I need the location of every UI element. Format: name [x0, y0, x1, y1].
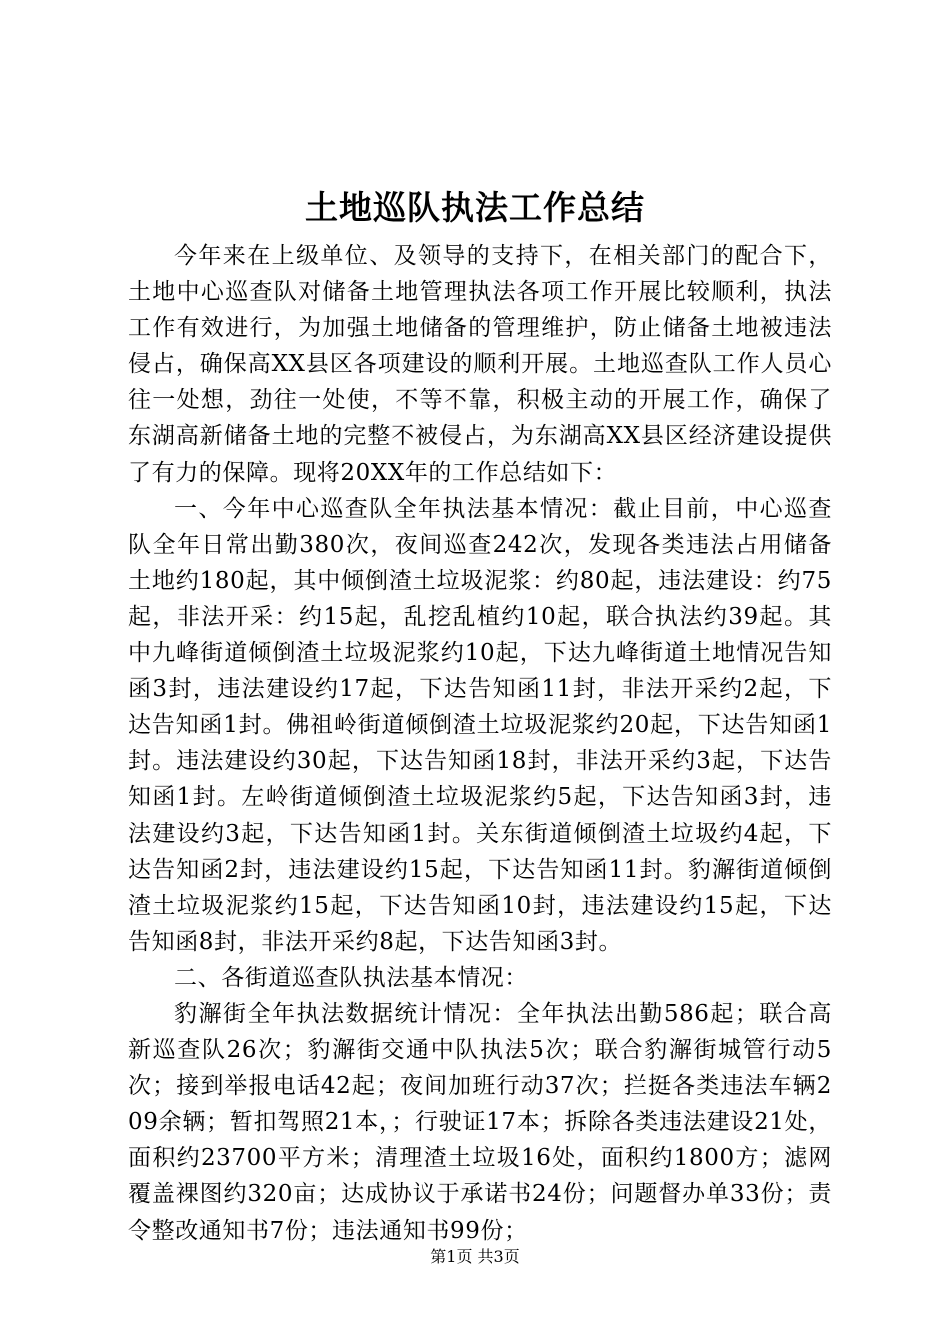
paragraph-section-1: 一、今年中心巡查队全年执法基本情况：截止目前，中心巡查队全年日常出勤380次，夜间巡查242次，发现各类违法占用储备土地约180起，其中倾倒渣土垃圾泥浆：约80起，违法建设：约75起，非法开采：约15起，乱挖乱植约10起，联合执法约39起。其中九峰街道倾倒渣土垃圾泥浆约10起，下达九峰街道土地情况告知函3封，违法建设约17起，下达告知函11封，非法开采约2起，下达告知函1封。佛祖岭街道倾倒渣土垃圾泥浆约20起，下达告知函1封。违法建设约30起，下达告知函18封，非法开采约3起，下达告知函1封。左岭街道倾倒渣土垃圾泥浆约5起，下达告知函3封，违法建设约3起，下达告知函1封。关东街道倾倒渣土垃圾约4起，下达告知函2封，违法建设约15起，下达告知函11封。豹澥街道倾倒渣土垃圾泥浆约15起，下达告知函10封，违法建设约15起，下达告知函8封，非法开采约8起，下达告知函3封。 — [128, 495, 832, 955]
document-body — [128, 238, 832, 1249]
document-title: 土地巡队执法工作总结 — [305, 188, 645, 227]
page-number-footer: 第1页 共3页 — [430, 1247, 520, 1266]
paragraph-baoxie-stats: 豹澥街全年执法数据统计情况：全年执法出勤586起；联合高新巡查队26次；豹澥街交通中队执法5次；联合豹澥街城管行动5次；接到举报电话42起；夜间加班行动37次；拦挺各类违法车辆209余辆；暂扣驾照21本，；行驶证17本；拆除各类违法建设21处，面积约23700平方米；清理渣土垃圾16处，面积约1800方；滤网覆盖裸图约320亩；达成协议于承诺书24份；问题督办单33份；责令整改通知书7份；违法通知书99份； — [128, 1000, 832, 1244]
paragraph-section-2-heading: 二、各街道巡查队执法基本情况： — [174, 964, 528, 991]
paragraph-intro: 今年来在上级单位、及领导的支持下，在相关部门的配合下，土地中心巡查队对储备土地管理执法各项工作开展比较顺利，执法工作有效进行，为加强土地储备的管理维护，防止储备土地被违法侵占，确保高XX县区各项建设的顺利开展。土地巡查队工作人员心往一处想，劲往一处使，不等不靠，积极主动的开展工作，确保了东湖高新储备土地的完整不被侵占，为东湖高XX县区经济建设提供了有力的保障。现将20XX年的工作总结如下： — [128, 243, 832, 486]
